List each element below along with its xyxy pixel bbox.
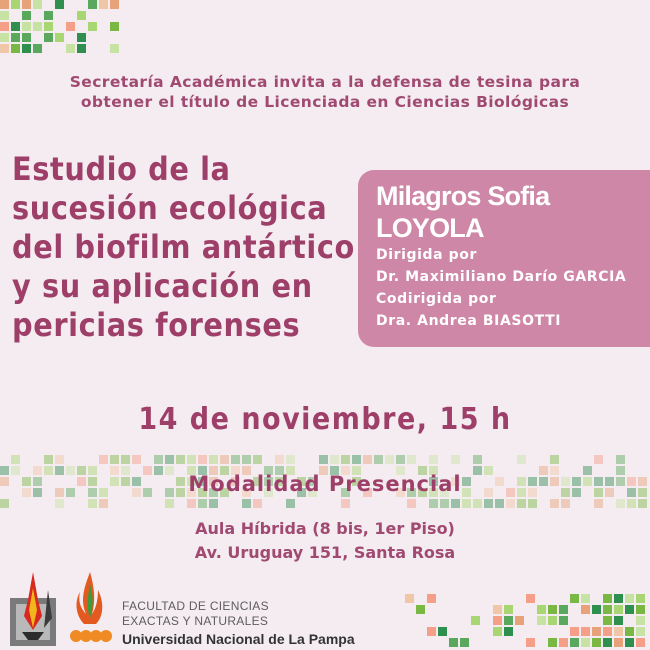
mosaic-tile bbox=[77, 11, 86, 20]
mosaic-tile bbox=[99, 0, 108, 9]
mosaic-tile bbox=[504, 616, 513, 625]
mosaic-tile bbox=[33, 0, 42, 9]
mosaic-tile bbox=[352, 455, 361, 464]
mosaic-tile bbox=[253, 455, 262, 464]
mosaic-tile bbox=[594, 499, 603, 508]
mosaic-tile bbox=[22, 33, 31, 42]
mosaic-tile bbox=[66, 22, 75, 31]
mosaic-tile bbox=[570, 594, 579, 603]
mosaic-tile bbox=[0, 44, 9, 53]
mosaic-tile bbox=[614, 638, 623, 647]
mosaic-tile bbox=[625, 627, 634, 636]
mosaic-tile bbox=[407, 499, 416, 508]
mosaic-tile bbox=[22, 22, 31, 31]
mosaic-tile bbox=[517, 499, 526, 508]
mosaic-tile bbox=[570, 638, 579, 647]
mosaic-tile bbox=[484, 499, 493, 508]
mosaic-tile bbox=[550, 455, 559, 464]
mosaic-tile bbox=[548, 616, 557, 625]
mosaic-tile bbox=[614, 605, 623, 614]
mosaic-tile bbox=[209, 455, 218, 464]
mosaic-tile bbox=[504, 627, 513, 636]
faculty-name-line-1: FACULTAD DE CIENCIAS bbox=[122, 599, 269, 613]
mosaic-tile bbox=[559, 638, 568, 647]
mosaic-tile bbox=[275, 455, 284, 464]
mosaic-tile bbox=[548, 638, 557, 647]
mosaic-tile bbox=[581, 638, 590, 647]
mosaic-tile bbox=[559, 605, 568, 614]
mosaic-tile bbox=[0, 499, 9, 508]
mosaic-tile bbox=[405, 594, 414, 603]
mosaic-tile bbox=[616, 455, 625, 464]
mosaic-tile bbox=[625, 605, 634, 614]
mosaic-tile bbox=[473, 455, 482, 464]
mosaic-tile bbox=[603, 627, 612, 636]
mosaic-tile bbox=[33, 44, 42, 53]
mosaic-tile bbox=[242, 499, 251, 508]
directed-by-label: Dirigida por bbox=[376, 247, 478, 263]
mosaic-tile bbox=[198, 499, 207, 508]
venue-address: Av. Uruguay 151, Santa Rosa bbox=[194, 543, 456, 562]
venue-room: Aula Híbrida (8 bis, 1er Piso) bbox=[195, 519, 455, 538]
mosaic-tile bbox=[592, 638, 601, 647]
mosaic-tile bbox=[55, 455, 64, 464]
mosaic-tile bbox=[198, 455, 207, 464]
mosaic-tile bbox=[286, 455, 295, 464]
mosaic-tile bbox=[616, 499, 625, 508]
mosaic-tile bbox=[187, 499, 196, 508]
mosaic-tile bbox=[603, 605, 612, 614]
mosaic-tile bbox=[594, 455, 603, 464]
mosaic-tile bbox=[581, 605, 590, 614]
mosaic-tile bbox=[581, 594, 590, 603]
mosaic-tile bbox=[559, 616, 568, 625]
mosaic-tile bbox=[110, 22, 119, 31]
mosaic-tile bbox=[429, 499, 438, 508]
mosaic-tile bbox=[22, 0, 31, 9]
mosaic-tile bbox=[154, 455, 163, 464]
mosaic-tile bbox=[438, 627, 447, 636]
mosaic-tile bbox=[11, 22, 20, 31]
mosaic-tile bbox=[550, 499, 559, 508]
mosaic-tile bbox=[132, 455, 141, 464]
mosaic-tile bbox=[165, 499, 174, 508]
mosaic-tile bbox=[11, 0, 20, 9]
mosaic-tile bbox=[341, 455, 350, 464]
mosaic-tile bbox=[253, 499, 262, 508]
mosaic-tile bbox=[11, 33, 20, 42]
mosaic-tile bbox=[44, 22, 53, 31]
mosaic-tile bbox=[570, 627, 579, 636]
mosaic-tile bbox=[614, 594, 623, 603]
mosaic-tile bbox=[537, 605, 546, 614]
mosaic-tile bbox=[460, 638, 469, 647]
mosaic-tile bbox=[603, 638, 612, 647]
mosaic-tile bbox=[592, 627, 601, 636]
mosaic-tile bbox=[636, 627, 645, 636]
mosaic-tile bbox=[55, 499, 64, 508]
mosaic-tile bbox=[449, 638, 458, 647]
mosaic-tile bbox=[561, 499, 570, 508]
mosaic-tile bbox=[471, 616, 480, 625]
mosaic-tile bbox=[220, 455, 229, 464]
mosaic-tile bbox=[440, 499, 449, 508]
mosaic-tile bbox=[451, 499, 460, 508]
mosaic-tile bbox=[462, 499, 471, 508]
invitation-text bbox=[0, 72, 650, 112]
modality-label: Modalidad Presencial bbox=[188, 472, 462, 496]
mosaic-tile bbox=[517, 455, 526, 464]
mosaic-tile bbox=[66, 44, 75, 53]
thesis-title-line: Estudio de la bbox=[12, 150, 231, 188]
mosaic-tile bbox=[33, 22, 42, 31]
mosaic-tile bbox=[165, 455, 174, 464]
mosaic-tile bbox=[110, 0, 119, 9]
mosaic-tile bbox=[187, 455, 196, 464]
mosaic-tile bbox=[110, 44, 119, 53]
mosaic-tile bbox=[0, 0, 9, 9]
invitation-line-1: Secretaría Académica invita a la defensa de tesina para bbox=[69, 73, 581, 91]
mosaic-tile bbox=[625, 594, 634, 603]
director-name: Dr. Maximiliano Darío GARCIA bbox=[376, 269, 627, 285]
mosaic-tile bbox=[526, 638, 535, 647]
mosaic-tile bbox=[506, 499, 515, 508]
mosaic-tile bbox=[528, 499, 537, 508]
mosaic-tile bbox=[625, 638, 634, 647]
mosaic-tile bbox=[429, 455, 438, 464]
invitation-line-2: obtener el título de Licenciada en Ciencias Biológicas bbox=[80, 93, 570, 111]
mosaic-tile bbox=[231, 455, 240, 464]
mosaic-tile bbox=[614, 627, 623, 636]
mosaic-tile bbox=[44, 455, 53, 464]
student-card bbox=[358, 170, 650, 347]
mosaic-tile bbox=[548, 605, 557, 614]
mosaic-tile bbox=[88, 22, 97, 31]
mosaic-tile bbox=[44, 33, 53, 42]
mosaic-tile bbox=[55, 33, 64, 42]
mosaic-tile bbox=[99, 455, 108, 464]
mosaic-tile bbox=[385, 455, 394, 464]
mosaic-tile bbox=[537, 616, 546, 625]
mosaic-tile bbox=[493, 627, 502, 636]
university-name: Universidad Nacional de La Pampa bbox=[122, 631, 355, 647]
defense-date-time: 14 de noviembre, 15 h bbox=[138, 402, 512, 437]
mosaic-tile bbox=[636, 605, 645, 614]
mosaic-tile bbox=[636, 594, 645, 603]
mosaic-tile bbox=[341, 499, 350, 508]
mosaic-tile bbox=[77, 44, 86, 53]
mosaic-tile bbox=[407, 455, 416, 464]
mosaic-tile bbox=[99, 499, 108, 508]
thesis-title-line: y su aplicación en bbox=[12, 267, 313, 305]
mosaic-tile bbox=[319, 455, 328, 464]
mosaic-tile bbox=[55, 0, 64, 9]
mosaic-tile bbox=[22, 44, 31, 53]
mosaic-tile bbox=[603, 594, 612, 603]
mosaic-tile bbox=[77, 33, 86, 42]
mosaic-tile bbox=[636, 638, 645, 647]
mosaic-tile bbox=[627, 499, 636, 508]
mosaic-tile bbox=[286, 499, 295, 508]
mosaic-tile bbox=[515, 616, 524, 625]
mosaic-tile bbox=[638, 499, 647, 508]
mosaic-tile bbox=[603, 616, 612, 625]
mosaic-tile bbox=[110, 455, 119, 464]
mosaic-tile bbox=[11, 44, 20, 53]
thesis-title-line: del biofilm antártico bbox=[12, 228, 355, 266]
mosaic-tile bbox=[427, 594, 436, 603]
mosaic-tile bbox=[330, 455, 339, 464]
mosaic-tile bbox=[176, 455, 185, 464]
mosaic-tile bbox=[493, 616, 502, 625]
thesis-title-line: sucesión ecológica bbox=[12, 189, 328, 227]
top-left-pixel-mosaic bbox=[0, 0, 145, 56]
mosaic-tile bbox=[396, 455, 405, 464]
mosaic-tile bbox=[374, 455, 383, 464]
mosaic-tile bbox=[242, 455, 251, 464]
mosaic-tile bbox=[363, 455, 372, 464]
mosaic-tile bbox=[495, 499, 504, 508]
codirected-by-label: Codirigida por bbox=[376, 291, 497, 307]
mosaic-tile bbox=[0, 22, 9, 31]
mosaic-tile bbox=[581, 627, 590, 636]
unlpam-torch-logo-icon bbox=[8, 570, 60, 648]
thesis-title bbox=[12, 150, 357, 345]
faculty-name-line-2: EXACTAS Y NATURALES bbox=[122, 614, 269, 628]
mosaic-tile bbox=[0, 11, 9, 20]
mosaic-tile bbox=[11, 455, 20, 464]
mosaic-tile bbox=[427, 627, 436, 636]
bottom-right-pixel-mosaic bbox=[405, 594, 650, 650]
thesis-title-line: pericias forenses bbox=[12, 306, 301, 344]
mosaic-tile bbox=[88, 0, 97, 9]
mosaic-tile bbox=[121, 455, 130, 464]
codirector-name: Dra. Andrea BIASOTTI bbox=[376, 313, 562, 329]
mosaic-tile bbox=[88, 499, 97, 508]
mosaic-tile bbox=[636, 616, 645, 625]
mosaic-tile bbox=[473, 499, 482, 508]
institution-logos bbox=[8, 570, 355, 648]
mosaic-tile bbox=[22, 11, 31, 20]
venue bbox=[0, 517, 650, 565]
mosaic-tile bbox=[209, 499, 218, 508]
mosaic-tile bbox=[493, 605, 502, 614]
mosaic-tile bbox=[504, 605, 513, 614]
mosaic-tile bbox=[44, 11, 53, 20]
faculty-flame-logo-icon bbox=[64, 570, 116, 648]
mosaic-tile bbox=[451, 455, 460, 464]
mosaic-tile bbox=[592, 605, 601, 614]
mosaic-tile bbox=[614, 616, 623, 625]
mosaic-tile bbox=[416, 605, 425, 614]
mosaic-tile bbox=[526, 594, 535, 603]
student-last-name: LOYOLA bbox=[376, 213, 484, 243]
student-first-names: Milagros Sofia bbox=[376, 181, 550, 211]
mosaic-tile bbox=[0, 33, 9, 42]
